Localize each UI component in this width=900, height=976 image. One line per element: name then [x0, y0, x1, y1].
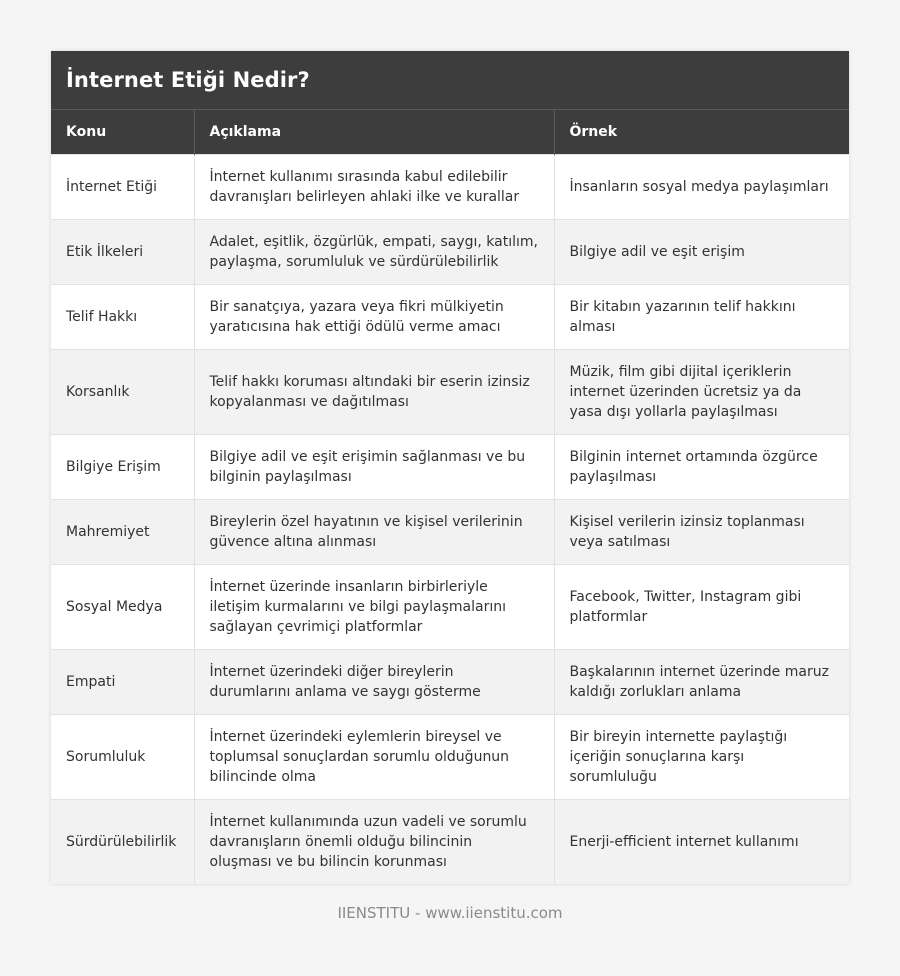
cell-ornek: Facebook, Twitter, Instagram gibi platformlar [554, 565, 849, 650]
page-title: İnternet Etiği Nedir? [66, 68, 310, 92]
cell-aciklama: İnternet kullanımında uzun vadeli ve sorumlu davranışların önemli olduğu bilincinin oluşması ve bu bilincin korunması [194, 800, 554, 885]
table-row [51, 650, 849, 715]
cell-ornek: Müzik, film gibi dijital içeriklerin internet üzerinden ücretsiz ya da yasa dışı yollarla paylaşılması [554, 350, 849, 435]
table-row [51, 285, 849, 350]
cell-aciklama: Bilgiye adil ve eşit erişimin sağlanması ve bu bilginin paylaşılması [194, 435, 554, 500]
table-row [51, 800, 849, 885]
cell-ornek: İnsanların sosyal medya paylaşımları [554, 155, 849, 220]
cell-ornek: Başkalarının internet üzerinde maruz kaldığı zorlukları anlama [554, 650, 849, 715]
table-header-row [51, 110, 849, 155]
cell-aciklama: Bir sanatçıya, yazara veya fikri mülkiyetin yaratıcısına hak ettiği ödülü verme amacı [194, 285, 554, 350]
cell-konu: Telif Hakkı [51, 285, 194, 350]
column-header-konu: Konu [51, 110, 194, 155]
table-row [51, 565, 849, 650]
cell-konu: Korsanlık [51, 350, 194, 435]
cell-ornek: Bir kitabın yazarının telif hakkını alması [554, 285, 849, 350]
cell-aciklama: Telif hakkı koruması altındaki bir eserin izinsiz kopyalanması ve dağıtılması [194, 350, 554, 435]
cell-aciklama: Bireylerin özel hayatının ve kişisel verilerinin güvence altına alınması [194, 500, 554, 565]
table-row [51, 435, 849, 500]
cell-ornek: Bilgiye adil ve eşit erişim [554, 220, 849, 285]
table-row [51, 715, 849, 800]
title-bar [51, 51, 849, 110]
cell-konu: Sürdürülebilirlik [51, 800, 194, 885]
ethics-table [51, 110, 849, 884]
ethics-table-card [51, 51, 849, 884]
cell-aciklama: İnternet üzerindeki eylemlerin bireysel ve toplumsal sonuçlardan sorumlu olduğunun bilincinde olma [194, 715, 554, 800]
cell-ornek: Bir bireyin internette paylaştığı içeriğin sonuçlarına karşı sorumluluğu [554, 715, 849, 800]
cell-konu: Etik İlkeleri [51, 220, 194, 285]
cell-konu: Bilgiye Erişim [51, 435, 194, 500]
table-row [51, 350, 849, 435]
footer-credit: IIENSTITU - www.iienstitu.com [337, 904, 563, 922]
table-row [51, 220, 849, 285]
cell-konu: İnternet Etiği [51, 155, 194, 220]
cell-ornek: Kişisel verilerin izinsiz toplanması veya satılması [554, 500, 849, 565]
column-header-ornek: Örnek [554, 110, 849, 155]
cell-konu: Sosyal Medya [51, 565, 194, 650]
cell-aciklama: İnternet kullanımı sırasında kabul edilebilir davranışları belirleyen ahlaki ilke ve kurallar [194, 155, 554, 220]
cell-aciklama: Adalet, eşitlik, özgürlük, empati, saygı, katılım, paylaşma, sorumluluk ve sürdürülebilirlik [194, 220, 554, 285]
cell-konu: Empati [51, 650, 194, 715]
cell-aciklama: İnternet üzerindeki diğer bireylerin durumlarını anlama ve saygı gösterme [194, 650, 554, 715]
cell-ornek: Bilginin internet ortamında özgürce paylaşılması [554, 435, 849, 500]
table-row [51, 155, 849, 220]
table-row [51, 500, 849, 565]
cell-konu: Mahremiyet [51, 500, 194, 565]
cell-aciklama: İnternet üzerinde insanların birbirleriyle iletişim kurmalarını ve bilgi paylaşmalarını sağlayan çevrimiçi platformlar [194, 565, 554, 650]
column-header-aciklama: Açıklama [194, 110, 554, 155]
cell-konu: Sorumluluk [51, 715, 194, 800]
cell-ornek: Enerji-efficient internet kullanımı [554, 800, 849, 885]
